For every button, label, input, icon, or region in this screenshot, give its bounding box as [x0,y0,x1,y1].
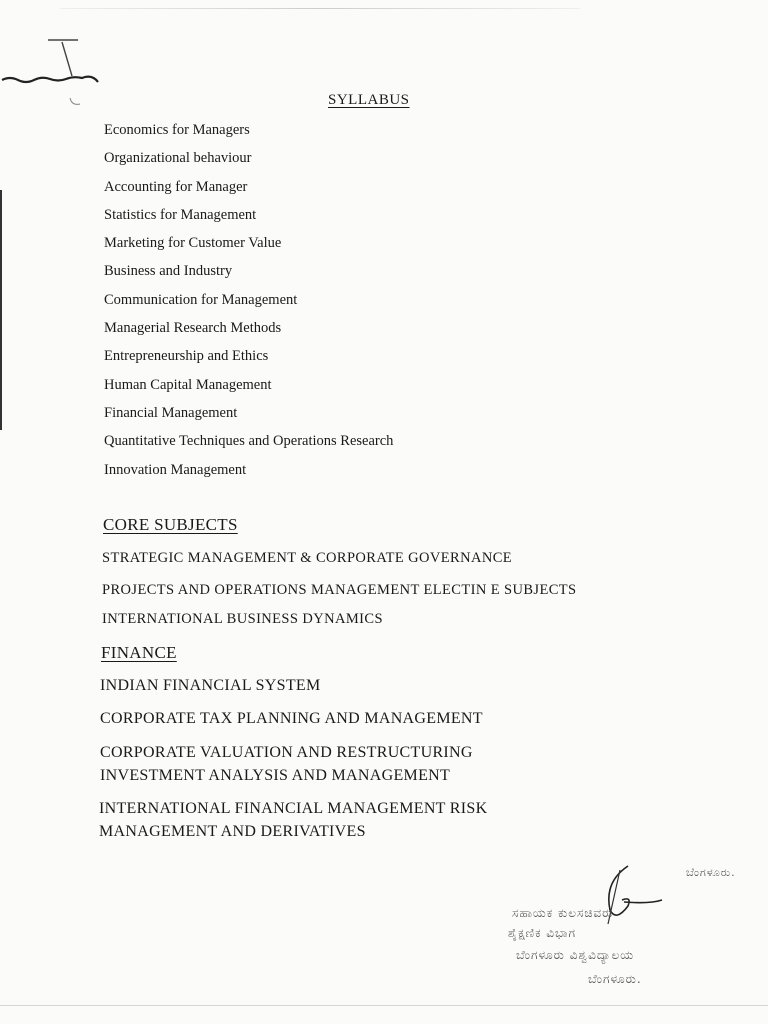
list-item: Quantitative Techniques and Operations Research [104,433,394,450]
list-item: Communication for Management [104,291,298,308]
list-item: Statistics for Management [104,206,257,223]
list-item: Managerial Research Methods [104,320,282,337]
core-subjects-section [103,515,238,535]
official-stamp [500,860,768,1000]
scan-artifact-top [60,8,580,9]
list-item: Financial Management [104,404,238,421]
finance-item: INTERNATIONAL FINANCIAL MANAGEMENT RISK [99,800,488,817]
list-item: Organizational behaviour [104,150,252,167]
finance-item: MANAGEMENT AND DERIVATIVES [99,823,366,840]
list-item: Human Capital Management [104,376,272,393]
stamp-line: ಬೆಂಗಳೂರು. [588,972,642,986]
finance-item: CORPORATE VALUATION AND RESTRUCTURING [100,744,473,761]
page-title: SYLLABUS [328,92,410,108]
stamp-line: ಶೈಕ್ಷಣಿಕ ವಿಭಾಗ [508,926,576,940]
core-item: PROJECTS AND OPERATIONS MANAGEMENT ELECTIN E SUBJECTS [102,582,577,598]
core-subjects-title: CORE SUBJECTS [103,515,238,534]
list-item: Economics for Managers [104,122,250,138]
finance-item: INDIAN FINANCIAL SYSTEM [100,677,321,694]
list-item: Marketing for Customer Value [104,235,282,252]
stamp-line: ಬೆಂಗಳೂರು. [686,866,736,879]
stamp-line: ಬೆಂಗಳೂರು ವಿಶ್ವವಿದ್ಯಾಲಯ [516,948,635,962]
scan-artifact-left-edge [0,190,2,430]
finance-title: FINANCE [101,643,177,662]
stamp-line: ಸಹಾಯಕ ಕುಲಸಚಿವರು [512,906,614,920]
list-item: Business and Industry [104,263,233,280]
list-item: Entrepreneurship and Ethics [104,348,269,365]
finance-item: INVESTMENT ANALYSIS AND MANAGEMENT [100,767,451,784]
finance-section [101,643,177,663]
scan-artifact-bottom [0,1005,768,1006]
handwritten-corner-mark [0,28,110,118]
list-item: Innovation Management [104,461,247,478]
core-item: STRATEGIC MANAGEMENT & CORPORATE GOVERNANCE [102,550,513,566]
finance-item: CORPORATE TAX PLANNING AND MANAGEMENT [100,710,483,727]
list-item: Accounting for Manager [104,178,248,195]
core-item: INTERNATIONAL BUSINESS DYNAMICS [102,611,383,627]
subject-list [104,118,393,486]
